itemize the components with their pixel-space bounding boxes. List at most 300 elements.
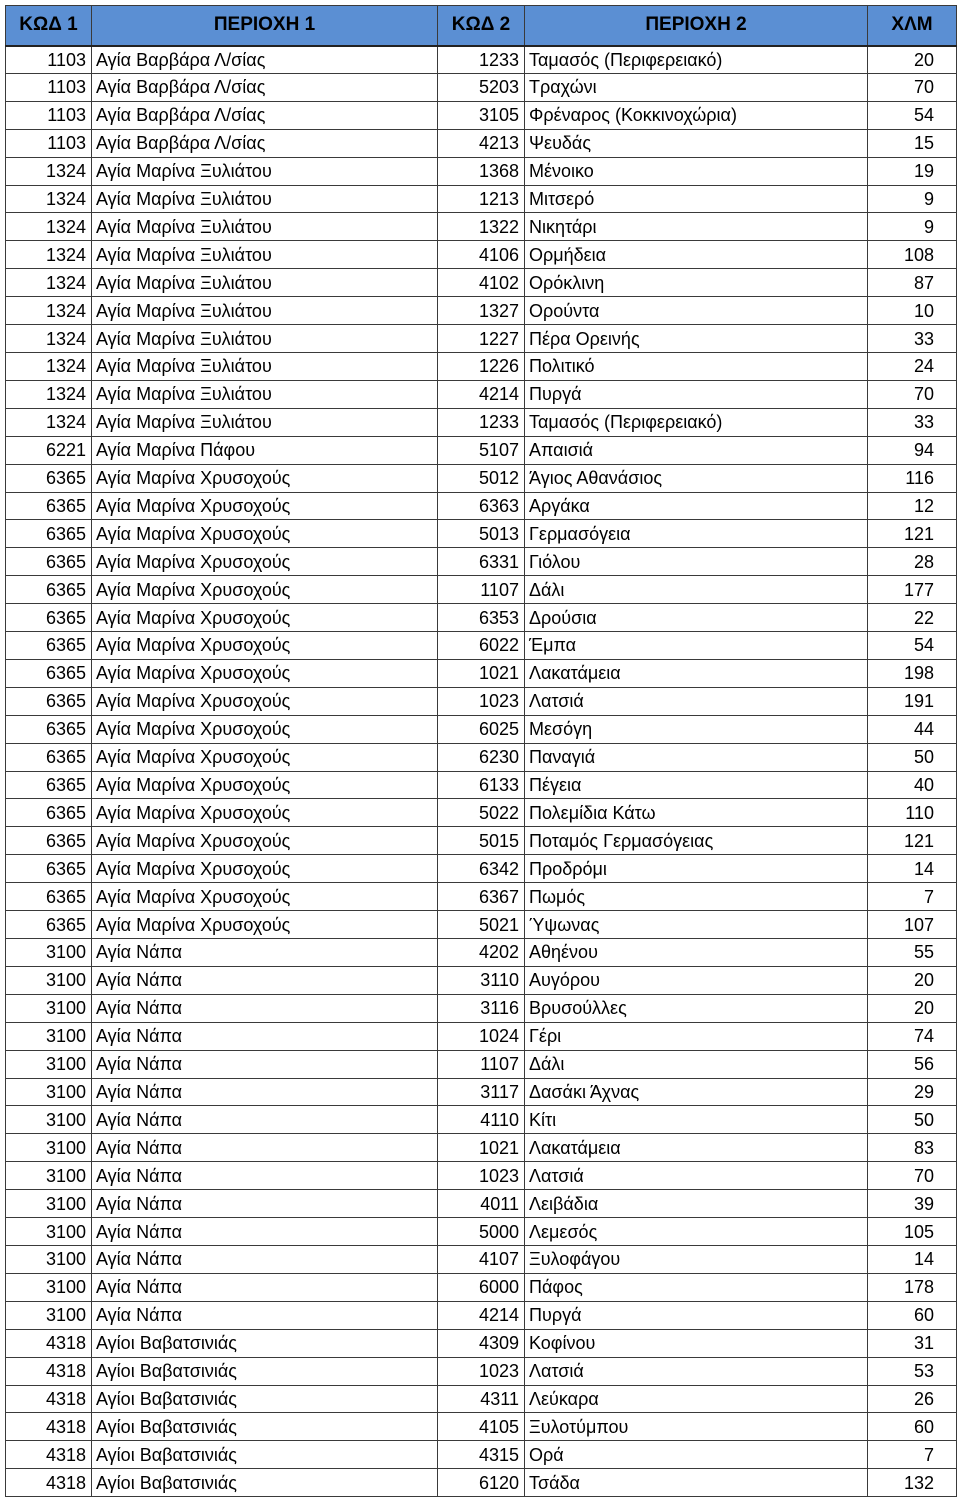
cell-area-1[interactable]: Αγία Νάπα <box>92 1190 438 1218</box>
cell-code-1[interactable]: 6365 <box>6 911 92 939</box>
table-row <box>6 101 957 129</box>
table-row <box>6 1357 957 1385</box>
cell-km[interactable]: 70 <box>868 380 957 408</box>
cell-area-1[interactable]: Αγία Νάπα <box>92 1134 438 1162</box>
cell-km[interactable]: 121 <box>868 520 957 548</box>
cell-code-2[interactable]: 6230 <box>438 743 525 771</box>
cell-km[interactable]: 19 <box>868 157 957 185</box>
cell-area-2[interactable]: Δάλι <box>525 1050 868 1078</box>
cell-area-2[interactable]: Μιτσερό <box>525 185 868 213</box>
cell-code-2[interactable]: 5013 <box>438 520 525 548</box>
cell-km[interactable]: 105 <box>868 1218 957 1246</box>
cell-km[interactable]: 178 <box>868 1273 957 1301</box>
cell-code-2[interactable]: 4107 <box>438 1245 525 1273</box>
cell-area-1[interactable]: Αγία Μαρίνα Ξυλιάτου <box>92 241 438 269</box>
cell-km[interactable]: 191 <box>868 687 957 715</box>
cell-km[interactable]: 26 <box>868 1385 957 1413</box>
cell-km[interactable]: 10 <box>868 297 957 325</box>
cell-area-1[interactable]: Αγία Νάπα <box>92 939 438 967</box>
cell-code-1[interactable]: 3100 <box>6 1245 92 1273</box>
cell-area-1[interactable]: Αγία Μαρίνα Χρυσοχούς <box>92 743 438 771</box>
cell-area-1[interactable]: Αγία Νάπα <box>92 994 438 1022</box>
cell-code-1[interactable]: 6365 <box>6 799 92 827</box>
cell-area-1[interactable]: Αγία Μαρίνα Ξυλιάτου <box>92 213 438 241</box>
cell-area-1[interactable]: Αγίοι Βαβατσινιάς <box>92 1329 438 1357</box>
table-row <box>6 325 957 353</box>
cell-code-1[interactable]: 1324 <box>6 408 92 436</box>
cell-area-2[interactable]: Αργάκα <box>525 492 868 520</box>
cell-area-1[interactable]: Αγία Μαρίνα Χρυσοχούς <box>92 632 438 660</box>
cell-code-1[interactable]: 1324 <box>6 185 92 213</box>
cell-area-1[interactable]: Αγία Μαρίνα Χρυσοχούς <box>92 715 438 743</box>
cell-area-1[interactable]: Αγία Νάπα <box>92 966 438 994</box>
cell-area-1[interactable]: Αγία Μαρίνα Χρυσοχούς <box>92 771 438 799</box>
cell-code-2[interactable]: 5000 <box>438 1218 525 1246</box>
table-row <box>6 1022 957 1050</box>
cell-code-2[interactable]: 4315 <box>438 1441 525 1469</box>
cell-area-1[interactable]: Αγία Μαρίνα Ξυλιάτου <box>92 185 438 213</box>
cell-area-2[interactable]: Κίτι <box>525 1106 868 1134</box>
cell-code-1[interactable]: 6365 <box>6 632 92 660</box>
cell-area-1[interactable]: Αγία Νάπα <box>92 1022 438 1050</box>
cell-area-2[interactable]: Ποταμός Γερμασόγειας <box>525 827 868 855</box>
cell-area-2[interactable]: Αυγόρου <box>525 966 868 994</box>
cell-km[interactable]: 54 <box>868 101 957 129</box>
cell-code-2[interactable]: 4309 <box>438 1329 525 1357</box>
cell-code-2[interactable]: 6120 <box>438 1469 525 1497</box>
cell-km[interactable]: 33 <box>868 408 957 436</box>
cell-km[interactable]: 33 <box>868 325 957 353</box>
cell-code-2[interactable]: 6353 <box>438 604 525 632</box>
table-row <box>6 966 957 994</box>
cell-code-2[interactable]: 5015 <box>438 827 525 855</box>
cell-area-2[interactable]: Δρούσια <box>525 604 868 632</box>
cell-code-2[interactable]: 1233 <box>438 46 525 74</box>
cell-code-1[interactable]: 4318 <box>6 1441 92 1469</box>
cell-km[interactable]: 70 <box>868 73 957 101</box>
cell-area-2[interactable]: Ορούντα <box>525 297 868 325</box>
cell-area-2[interactable]: Λατσιά <box>525 687 868 715</box>
cell-km[interactable]: 54 <box>868 632 957 660</box>
cell-code-1[interactable]: 6365 <box>6 659 92 687</box>
cell-code-1[interactable]: 6365 <box>6 827 92 855</box>
cell-area-2[interactable]: Απαισιά <box>525 436 868 464</box>
cell-code-2[interactable]: 4105 <box>438 1413 525 1441</box>
cell-area-2[interactable]: Βρυσούλλες <box>525 994 868 1022</box>
cell-code-1[interactable]: 3100 <box>6 1022 92 1050</box>
cell-code-2[interactable]: 1227 <box>438 325 525 353</box>
cell-area-1[interactable]: Αγία Μαρίνα Ξυλιάτου <box>92 380 438 408</box>
cell-code-1[interactable]: 6365 <box>6 520 92 548</box>
cell-code-1[interactable]: 6365 <box>6 715 92 743</box>
table-row <box>6 185 957 213</box>
cell-km[interactable]: 83 <box>868 1134 957 1162</box>
cell-code-1[interactable]: 4318 <box>6 1357 92 1385</box>
cell-code-2[interactable]: 4110 <box>438 1106 525 1134</box>
cell-code-1[interactable]: 4318 <box>6 1385 92 1413</box>
cell-code-2[interactable]: 6363 <box>438 492 525 520</box>
cell-area-1[interactable]: Αγία Μαρίνα Χρυσοχούς <box>92 520 438 548</box>
cell-code-2[interactable]: 4214 <box>438 1301 525 1329</box>
header-km[interactable]: ΧΛΜ <box>868 6 957 46</box>
cell-code-1[interactable]: 6221 <box>6 436 92 464</box>
table-row <box>6 46 957 74</box>
cell-area-2[interactable]: Ξυλοτύμπου <box>525 1413 868 1441</box>
table-row <box>6 73 957 101</box>
cell-km[interactable]: 177 <box>868 576 957 604</box>
cell-code-2[interactable]: 1024 <box>438 1022 525 1050</box>
cell-code-2[interactable]: 1021 <box>438 1134 525 1162</box>
header-area-1[interactable]: ΠΕΡΙΟΧΗ 1 <box>92 6 438 46</box>
cell-area-1[interactable]: Αγία Μαρίνα Ξυλιάτου <box>92 269 438 297</box>
cell-area-2[interactable]: Αθηένου <box>525 939 868 967</box>
cell-km[interactable]: 9 <box>868 213 957 241</box>
cell-code-1[interactable]: 6365 <box>6 604 92 632</box>
cell-code-1[interactable]: 1103 <box>6 101 92 129</box>
cell-area-2[interactable]: Πυργά <box>525 1301 868 1329</box>
cell-area-1[interactable]: Αγία Μαρίνα Χρυσοχούς <box>92 548 438 576</box>
cell-code-1[interactable]: 1324 <box>6 352 92 380</box>
cell-code-2[interactable]: 4011 <box>438 1190 525 1218</box>
cell-km[interactable]: 15 <box>868 129 957 157</box>
cell-km[interactable]: 60 <box>868 1413 957 1441</box>
cell-code-1[interactable]: 4318 <box>6 1329 92 1357</box>
cell-area-1[interactable]: Αγίοι Βαβατσινιάς <box>92 1357 438 1385</box>
cell-code-1[interactable]: 1324 <box>6 380 92 408</box>
cell-area-2[interactable]: Δασάκι Άχνας <box>525 1078 868 1106</box>
cell-code-2[interactable]: 1233 <box>438 408 525 436</box>
table-row <box>6 1413 957 1441</box>
header-row <box>6 6 957 46</box>
cell-area-1[interactable]: Αγία Βαρβάρα Λ/σίας <box>92 46 438 74</box>
cell-code-2[interactable]: 5021 <box>438 911 525 939</box>
cell-area-1[interactable]: Αγία Νάπα <box>92 1218 438 1246</box>
cell-code-1[interactable]: 6365 <box>6 492 92 520</box>
cell-km[interactable]: 121 <box>868 827 957 855</box>
cell-area-2[interactable]: Ορμήδεια <box>525 241 868 269</box>
cell-code-2[interactable]: 4213 <box>438 129 525 157</box>
table-row <box>6 464 957 492</box>
cell-code-2[interactable]: 1023 <box>438 1162 525 1190</box>
cell-area-2[interactable]: Λακατάμεια <box>525 1134 868 1162</box>
cell-area-1[interactable]: Αγία Μαρίνα Χρυσοχούς <box>92 883 438 911</box>
cell-code-2[interactable]: 4202 <box>438 939 525 967</box>
cell-area-2[interactable]: Λεύκαρα <box>525 1385 868 1413</box>
cell-area-2[interactable]: Μένοικο <box>525 157 868 185</box>
table-body <box>6 46 957 1497</box>
cell-area-2[interactable]: Τραχώνι <box>525 73 868 101</box>
cell-code-1[interactable]: 1324 <box>6 241 92 269</box>
cell-km[interactable]: 132 <box>868 1469 957 1497</box>
table-row <box>6 1106 957 1134</box>
cell-area-1[interactable]: Αγία Μαρίνα Ξυλιάτου <box>92 297 438 325</box>
cell-code-1[interactable]: 3100 <box>6 1078 92 1106</box>
cell-code-1[interactable]: 1324 <box>6 325 92 353</box>
table-row <box>6 911 957 939</box>
cell-code-1[interactable]: 3100 <box>6 1301 92 1329</box>
cell-code-1[interactable]: 1324 <box>6 269 92 297</box>
cell-km[interactable]: 110 <box>868 799 957 827</box>
table-row <box>6 659 957 687</box>
cell-area-1[interactable]: Αγία Μαρίνα Ξυλιάτου <box>92 157 438 185</box>
cell-code-1[interactable]: 3100 <box>6 1218 92 1246</box>
cell-area-1[interactable]: Αγία Νάπα <box>92 1273 438 1301</box>
cell-km[interactable]: 14 <box>868 855 957 883</box>
cell-area-2[interactable]: Έμπα <box>525 632 868 660</box>
cell-area-1[interactable]: Αγία Νάπα <box>92 1106 438 1134</box>
cell-code-1[interactable]: 3100 <box>6 1134 92 1162</box>
cell-code-1[interactable]: 6365 <box>6 548 92 576</box>
table-row <box>6 604 957 632</box>
cell-km[interactable]: 94 <box>868 436 957 464</box>
cell-km[interactable]: 31 <box>868 1329 957 1357</box>
cell-code-1[interactable]: 3100 <box>6 966 92 994</box>
cell-km[interactable]: 87 <box>868 269 957 297</box>
cell-code-2[interactable]: 4214 <box>438 380 525 408</box>
cell-code-2[interactable]: 4311 <box>438 1385 525 1413</box>
cell-code-1[interactable]: 3100 <box>6 1162 92 1190</box>
cell-area-2[interactable]: Νικητάρι <box>525 213 868 241</box>
cell-area-1[interactable]: Αγίοι Βαβατσινιάς <box>92 1441 438 1469</box>
table-row <box>6 632 957 660</box>
cell-code-2[interactable]: 3116 <box>438 994 525 1022</box>
cell-code-1[interactable]: 3100 <box>6 939 92 967</box>
cell-area-2[interactable]: Δάλι <box>525 576 868 604</box>
cell-code-1[interactable]: 1103 <box>6 73 92 101</box>
table-row <box>6 548 957 576</box>
table-row <box>6 380 957 408</box>
cell-code-1[interactable]: 1103 <box>6 129 92 157</box>
cell-km[interactable]: 53 <box>868 1357 957 1385</box>
cell-area-1[interactable]: Αγία Μαρίνα Χρυσοχούς <box>92 827 438 855</box>
cell-area-1[interactable]: Αγία Μαρίνα Ξυλιάτου <box>92 408 438 436</box>
table-row <box>6 352 957 380</box>
header-code-2[interactable]: ΚΩΔ 2 <box>438 6 525 46</box>
cell-km[interactable]: 60 <box>868 1301 957 1329</box>
cell-code-1[interactable]: 1103 <box>6 46 92 74</box>
cell-area-2[interactable]: Άγιος Αθανάσιος <box>525 464 868 492</box>
cell-area-2[interactable]: Ψευδάς <box>525 129 868 157</box>
cell-code-2[interactable]: 5012 <box>438 464 525 492</box>
cell-code-1[interactable]: 1324 <box>6 157 92 185</box>
cell-code-2[interactable]: 4106 <box>438 241 525 269</box>
cell-area-1[interactable]: Αγία Μαρίνα Ξυλιάτου <box>92 352 438 380</box>
table-row <box>6 1134 957 1162</box>
cell-area-2[interactable]: Ξυλοφάγου <box>525 1245 868 1273</box>
cell-km[interactable]: 39 <box>868 1190 957 1218</box>
cell-area-1[interactable]: Αγία Μαρίνα Χρυσοχούς <box>92 659 438 687</box>
cell-code-1[interactable]: 3100 <box>6 994 92 1022</box>
cell-km[interactable]: 116 <box>868 464 957 492</box>
table-row <box>6 492 957 520</box>
cell-code-2[interactable]: 6331 <box>438 548 525 576</box>
cell-area-2[interactable]: Κοφίνου <box>525 1329 868 1357</box>
cell-area-2[interactable]: Γερμασόγεια <box>525 520 868 548</box>
cell-area-2[interactable]: Ύψωνας <box>525 911 868 939</box>
cell-area-1[interactable]: Αγία Μαρίνα Χρυσοχούς <box>92 604 438 632</box>
cell-area-2[interactable]: Πέρα Ορεινής <box>525 325 868 353</box>
cell-area-1[interactable]: Αγία Νάπα <box>92 1050 438 1078</box>
table-row <box>6 241 957 269</box>
cell-km[interactable]: 70 <box>868 1162 957 1190</box>
cell-code-1[interactable]: 6365 <box>6 855 92 883</box>
table-row <box>6 269 957 297</box>
table-row <box>6 129 957 157</box>
cell-km[interactable]: 108 <box>868 241 957 269</box>
cell-km[interactable]: 40 <box>868 771 957 799</box>
cell-code-1[interactable]: 4318 <box>6 1469 92 1497</box>
cell-km[interactable]: 20 <box>868 994 957 1022</box>
cell-code-2[interactable]: 3117 <box>438 1078 525 1106</box>
cell-area-2[interactable]: Ορά <box>525 1441 868 1469</box>
cell-code-2[interactable]: 1327 <box>438 297 525 325</box>
cell-km[interactable]: 44 <box>868 715 957 743</box>
cell-code-1[interactable]: 6365 <box>6 883 92 911</box>
cell-code-1[interactable]: 1324 <box>6 213 92 241</box>
cell-km[interactable]: 29 <box>868 1078 957 1106</box>
cell-code-2[interactable]: 1226 <box>438 352 525 380</box>
cell-code-2[interactable]: 3110 <box>438 966 525 994</box>
cell-area-2[interactable]: Προδρόμι <box>525 855 868 883</box>
cell-area-1[interactable]: Αγίοι Βαβατσινιάς <box>92 1469 438 1497</box>
cell-area-2[interactable]: Γέρι <box>525 1022 868 1050</box>
header-area-2[interactable]: ΠΕΡΙΟΧΗ 2 <box>525 6 868 46</box>
cell-km[interactable]: 24 <box>868 352 957 380</box>
cell-area-2[interactable]: Λειβάδια <box>525 1190 868 1218</box>
cell-area-1[interactable]: Αγία Νάπα <box>92 1301 438 1329</box>
cell-code-2[interactable]: 1023 <box>438 687 525 715</box>
cell-code-1[interactable]: 1324 <box>6 297 92 325</box>
cell-km[interactable]: 50 <box>868 1106 957 1134</box>
cell-km[interactable]: 22 <box>868 604 957 632</box>
cell-km[interactable]: 14 <box>868 1245 957 1273</box>
cell-code-2[interactable]: 6133 <box>438 771 525 799</box>
cell-area-1[interactable]: Αγία Μαρίνα Ξυλιάτου <box>92 325 438 353</box>
header-code-1[interactable]: ΚΩΔ 1 <box>6 6 92 46</box>
cell-code-2[interactable]: 3105 <box>438 101 525 129</box>
cell-code-2[interactable]: 1368 <box>438 157 525 185</box>
cell-area-2[interactable]: Πολιτικό <box>525 352 868 380</box>
table-row <box>6 157 957 185</box>
cell-code-2[interactable]: 5022 <box>438 799 525 827</box>
cell-code-1[interactable]: 6365 <box>6 687 92 715</box>
cell-code-1[interactable]: 6365 <box>6 464 92 492</box>
cell-code-1[interactable]: 3100 <box>6 1273 92 1301</box>
cell-area-1[interactable]: Αγία Μαρίνα Χρυσοχούς <box>92 855 438 883</box>
cell-area-2[interactable]: Πέγεια <box>525 771 868 799</box>
cell-area-2[interactable]: Ορόκλινη <box>525 269 868 297</box>
cell-area-2[interactable]: Πάφος <box>525 1273 868 1301</box>
cell-area-1[interactable]: Αγία Μαρίνα Χρυσοχούς <box>92 492 438 520</box>
cell-code-1[interactable]: 4318 <box>6 1413 92 1441</box>
cell-code-2[interactable]: 6342 <box>438 855 525 883</box>
cell-km[interactable]: 55 <box>868 939 957 967</box>
cell-area-1[interactable]: Αγία Μαρίνα Πάφου <box>92 436 438 464</box>
table-row <box>6 297 957 325</box>
cell-km[interactable]: 7 <box>868 883 957 911</box>
cell-code-2[interactable]: 6022 <box>438 632 525 660</box>
cell-code-2[interactable]: 4102 <box>438 269 525 297</box>
cell-area-1[interactable]: Αγία Μαρίνα Χρυσοχούς <box>92 576 438 604</box>
cell-area-1[interactable]: Αγία Νάπα <box>92 1245 438 1273</box>
cell-km[interactable]: 198 <box>868 659 957 687</box>
cell-km[interactable]: 50 <box>868 743 957 771</box>
cell-km[interactable]: 74 <box>868 1022 957 1050</box>
cell-code-2[interactable]: 1023 <box>438 1357 525 1385</box>
cell-area-2[interactable]: Ταμασός (Περιφερειακό) <box>525 408 868 436</box>
cell-area-2[interactable]: Μεσόγη <box>525 715 868 743</box>
cell-km[interactable]: 28 <box>868 548 957 576</box>
cell-code-2[interactable]: 1322 <box>438 213 525 241</box>
cell-code-1[interactable]: 6365 <box>6 576 92 604</box>
cell-code-2[interactable]: 1107 <box>438 1050 525 1078</box>
cell-code-1[interactable]: 6365 <box>6 771 92 799</box>
cell-km[interactable]: 20 <box>868 46 957 74</box>
cell-code-1[interactable]: 3100 <box>6 1106 92 1134</box>
cell-area-1[interactable]: Αγία Νάπα <box>92 1162 438 1190</box>
table-row <box>6 687 957 715</box>
cell-area-2[interactable]: Φρέναρος (Κοκκινοχώρια) <box>525 101 868 129</box>
cell-km[interactable]: 12 <box>868 492 957 520</box>
cell-area-2[interactable]: Λακατάμεια <box>525 659 868 687</box>
table-row <box>6 576 957 604</box>
cell-code-2[interactable]: 1107 <box>438 576 525 604</box>
cell-code-2[interactable]: 1021 <box>438 659 525 687</box>
cell-code-1[interactable]: 3100 <box>6 1050 92 1078</box>
table-row <box>6 1078 957 1106</box>
cell-code-2[interactable]: 6367 <box>438 883 525 911</box>
cell-area-1[interactable]: Αγία Βαρβάρα Λ/σίας <box>92 101 438 129</box>
cell-area-2[interactable]: Τσάδα <box>525 1469 868 1497</box>
cell-area-1[interactable]: Αγίοι Βαβατσινιάς <box>92 1413 438 1441</box>
cell-area-2[interactable]: Ταμασός (Περιφερειακό) <box>525 46 868 74</box>
table-row <box>6 771 957 799</box>
cell-area-1[interactable]: Αγίοι Βαβατσινιάς <box>92 1385 438 1413</box>
cell-km[interactable]: 7 <box>868 1441 957 1469</box>
cell-area-2[interactable]: Πωμός <box>525 883 868 911</box>
cell-area-2[interactable]: Λατσιά <box>525 1357 868 1385</box>
cell-area-2[interactable]: Λατσιά <box>525 1162 868 1190</box>
cell-area-2[interactable]: Γιόλου <box>525 548 868 576</box>
cell-code-2[interactable]: 6000 <box>438 1273 525 1301</box>
cell-code-1[interactable]: 3100 <box>6 1190 92 1218</box>
cell-area-1[interactable]: Αγία Μαρίνα Χρυσοχούς <box>92 464 438 492</box>
cell-km[interactable]: 9 <box>868 185 957 213</box>
cell-area-1[interactable]: Αγία Νάπα <box>92 1078 438 1106</box>
cell-km[interactable]: 56 <box>868 1050 957 1078</box>
cell-area-2[interactable]: Παναγιά <box>525 743 868 771</box>
cell-km[interactable]: 20 <box>868 966 957 994</box>
cell-area-2[interactable]: Λεμεσός <box>525 1218 868 1246</box>
cell-area-1[interactable]: Αγία Μαρίνα Χρυσοχούς <box>92 911 438 939</box>
cell-code-2[interactable]: 6025 <box>438 715 525 743</box>
cell-area-1[interactable]: Αγία Βαρβάρα Λ/σίας <box>92 129 438 157</box>
cell-code-2[interactable]: 5107 <box>438 436 525 464</box>
table-row <box>6 1050 957 1078</box>
table-row <box>6 520 957 548</box>
cell-code-2[interactable]: 1213 <box>438 185 525 213</box>
table-row <box>6 855 957 883</box>
cell-area-1[interactable]: Αγία Βαρβάρα Λ/σίας <box>92 73 438 101</box>
cell-area-1[interactable]: Αγία Μαρίνα Χρυσοχούς <box>92 799 438 827</box>
table-row <box>6 1245 957 1273</box>
cell-code-1[interactable]: 6365 <box>6 743 92 771</box>
cell-km[interactable]: 107 <box>868 911 957 939</box>
cell-code-2[interactable]: 5203 <box>438 73 525 101</box>
cell-area-2[interactable]: Πολεμίδια Κάτω <box>525 799 868 827</box>
cell-area-1[interactable]: Αγία Μαρίνα Χρυσοχούς <box>92 687 438 715</box>
cell-area-2[interactable]: Πυργά <box>525 380 868 408</box>
